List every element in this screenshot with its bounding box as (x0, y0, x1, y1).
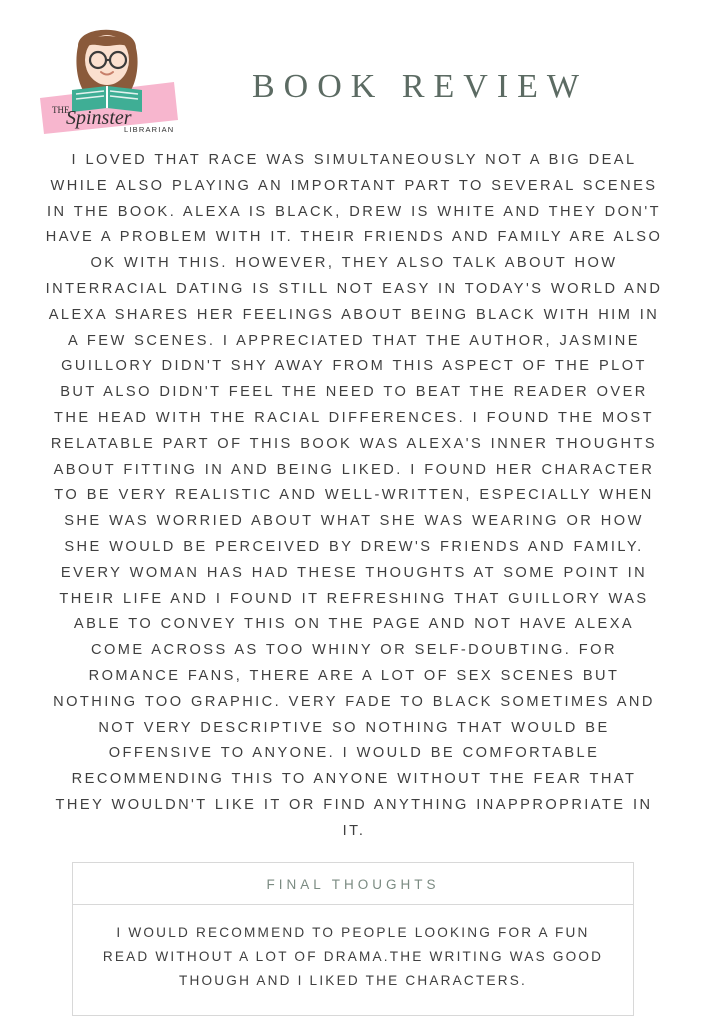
page-title: BOOK REVIEW (251, 68, 589, 105)
logo-main-text: Spinster (66, 107, 132, 129)
final-thoughts-heading: FINAL THOUGHTS (73, 863, 633, 905)
final-thoughts-box (72, 862, 634, 1016)
the-spinster-librarian-logo (32, 16, 182, 136)
logo-top-text: THE (52, 105, 70, 115)
final-thoughts-text: I WOULD RECOMMEND TO PEOPLE LOOKING FOR A FUN READ WITHOUT A LOT OF DRAMA.THE WRITING WAS GOOD THOUGH AND I LIKED THE CHARACTERS. (102, 925, 604, 988)
review-body-text: I LOVED THAT RACE WAS SIMULTANEOUSLY NOT A BIG DEAL WHILE ALSO PLAYING AN IMPORTANT PART TO SEVERAL SCENES IN THE BOOK. ALEXA IS BLACK, DREW IS WHITE AND THEY DON'T HAVE A PROBLEM WITH IT. THEIR FRIENDS AND FAMILY ARE ALSO OK WITH THIS. HOWEVER, THEY ALSO TALK ABOUT HOW INTERRACIAL DATING IS STILL NOT EASY IN TODAY'S WORLD AND ALEXA SHARES HER FEELINGS ABOUT BEING BLACK WITH HIM IN A FEW SCENES. I APPRECIATED THAT THE AUTHOR, JASMINE GUILLORY DIDN'T SHY AWAY FROM THIS ASPECT OF THE PLOT BUT ALSO DIDN'T FEEL THE NEED TO BEAT THE READER OVER THE HEAD WITH THE RACIAL DIFFERENCES. I FOUND THE MOST RELATABLE PART OF THIS BOOK WAS ALEXA'S INNER THOUGHTS ABOUT FITTING IN AND BEING LIKED. I FOUND HER CHARACTER TO BE VERY REALISTIC AND WELL-WRITTEN, ESPECIALLY WHEN SHE WAS WORRIED ABOUT WHAT SHE WAS WEARING OR HOW SHE WOULD BE PERCEIVED BY DREW'S FRIENDS AND FAMILY. EVERY WOMAN HAS HAD THESE THOUGHTS AT SOME POINT IN THEIR LIFE AND I FOUND IT REFRESHING THAT GUILLORY WAS ABLE TO CONVEY THIS ON THE PAGE AND NOT HAVE ALEXA COME ACROSS AS TOO WHINY OR SELF-DOUBTING. FOR ROMANCE FANS, THERE ARE A LOT OF SEX SCENES BUT NOTHING TOO GRAPHIC. VERY FADE TO BLACK SOMETIMES AND NOT VERY DESCRIPTIVE SO NOTHING THAT WOULD BE OFFENSIVE TO ANYONE. I WOULD BE COMFORTABLE RECOMMENDING THIS TO ANYONE WITHOUT THE FEAR THAT THEY WOULDN'T LIKE IT OR FIND ANYTHING INAPPROPRIATE IN IT. (45, 152, 663, 839)
logo-bottom-text: LIBRARIAN (124, 125, 175, 134)
